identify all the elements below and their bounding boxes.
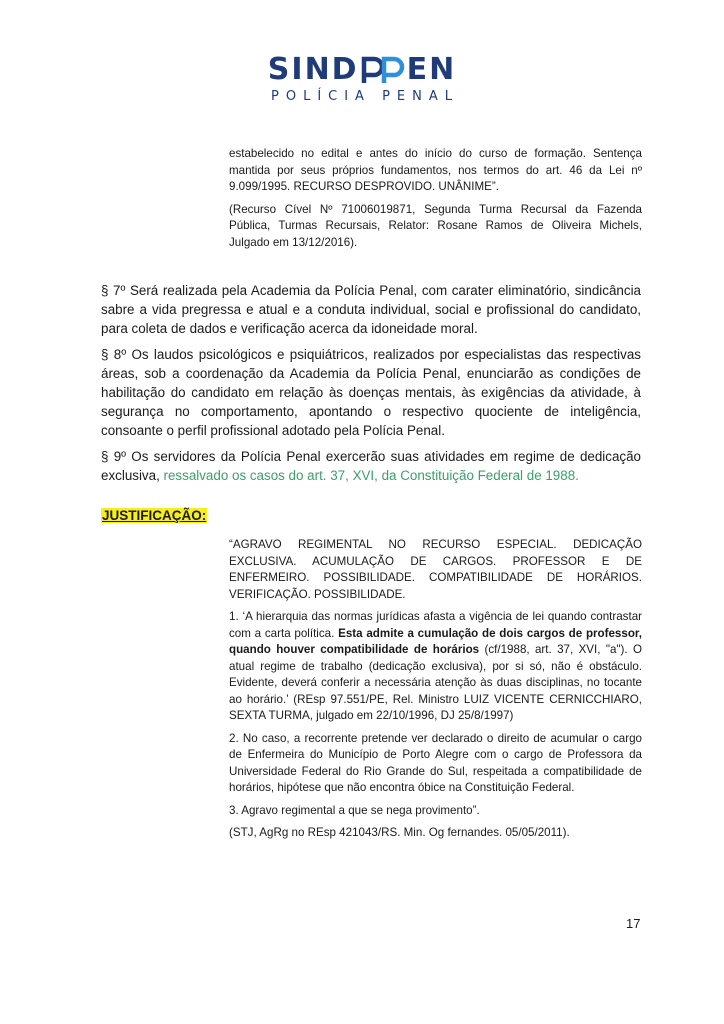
quote-item-3: 3. Agravo regimental a que se nega provimento”.: [229, 803, 480, 817]
paragraph-9-text: § 9º Os servidores da Polícia Penal exercerão suas atividades em regime de dedicação exclusiva,: [101, 448, 641, 483]
paragraph-8: § 8º Os laudos psicológicos e psiquiátricos, realizados por especialistas das respectivas áreas, sob a coordenação da Academia da Polícia Penal, enunciarão as condições de habilitação do candidato em relação às doenças mentais, às exigências da atividade, à segurança no comportamento, apontando o respectivo quociente de inteligência, consoante o perfil profissional adotado pela Polícia Penal.: [101, 346, 641, 439]
quote-source: (STJ, AgRg no REsp 421043/RS. Min. Og fernandes. 05/05/2011).: [229, 826, 570, 839]
quote-citation: (Recurso Cível Nº 71006019871, Segunda Turma Recursal da Fazenda Pública, Turmas Recursais, Relator: Rosane Ramos de Oliveira Michels, Julgado em 13/12/2016).: [229, 202, 642, 249]
paragraph-9: [101, 447, 641, 485]
logo-word-right: EN: [406, 52, 457, 87]
logo-word-left: SIND: [267, 52, 359, 87]
page-number: 17: [626, 916, 641, 931]
paragraph-7: § 7º Será realizada pela Academia da Polícia Penal, com carater eliminatório, sindicância sabre a vida pregressa e atual e a conduta individual, social e profissional do candidato, para coleta de dados e verificação acerca da idoneidade moral.: [101, 283, 641, 337]
justification-heading: JUSTIFICAÇÃO:: [102, 508, 207, 523]
quote-heading: “AGRAVO REGIMENTAL NO RECURSO ESPECIAL. DEDICAÇÃO EXCLUSIVA. ACUMULAÇÃO DE CARGOS. PROFESSOR E DE ENFERMEIRO. POSSIBILIDADE. COMPATIBILIDADE DE HORÁRIOS. VERIFICAÇÃO. POSSIBILIDADE.: [229, 538, 642, 601]
quote-item-2: 2. No caso, a recorrente pretende ver declarado o direito de acumular o cargo de Enfermeira do Município de Porto Alegre com o cargo de Professora da Universidade Federal do Rio Grande do Sul, respeitada a compatibilidade de horários, hipótese que não encontra óbice na Constituição Federal.: [229, 731, 642, 794]
quote-paragraph: estabelecido no edital e antes do início do curso de formação. Sentença mantida por seus próprios fundamentos, nos termos do art. 46 da Lei nº 9.099/1995. RECURSO DESPROVIDO. UNÂNIME”.: [229, 147, 642, 193]
quote-item-1-text: 1. ‘A hierarquia das normas jurídicas afasta a vigência de lei quando contrastar com a carta política.: [229, 610, 642, 640]
justification-quote-block: [229, 537, 642, 848]
logo-wordmark: [268, 52, 456, 87]
article-paragraphs: [101, 281, 641, 491]
quote-item-1: [229, 609, 642, 725]
paragraph-9-highlight: ressalvado os casos do art. 37, XVI, da Constituição Federal de 1988.: [163, 467, 579, 483]
quote-item-1-rest: (cf/1988, art. 37, XVI, "a"). O atual regime de trabalho (dedicação exclusiva), por si só, não é obstáculo. Evidente, deverá conferir a necessária atenção às duas disciplinas, no tocante ao horário.’ (REsp 97.551/PE, Rel. Ministro LUIZ VICENTE CERNICCHIARO, SEXTA TURMA, julgado em 22/10/1996, DJ 25/8/1997): [229, 643, 642, 722]
logo-pp-mark-icon: [360, 53, 406, 87]
sindppen-logo: [0, 52, 724, 104]
logo-subtitle: POLÍCIA PENAL: [271, 89, 459, 104]
quote-item-1-bold: Esta admite a cumulação de dois cargos de professor, quando houver compatibilidade de horários: [229, 626, 642, 656]
top-quote-block: [229, 146, 642, 257]
